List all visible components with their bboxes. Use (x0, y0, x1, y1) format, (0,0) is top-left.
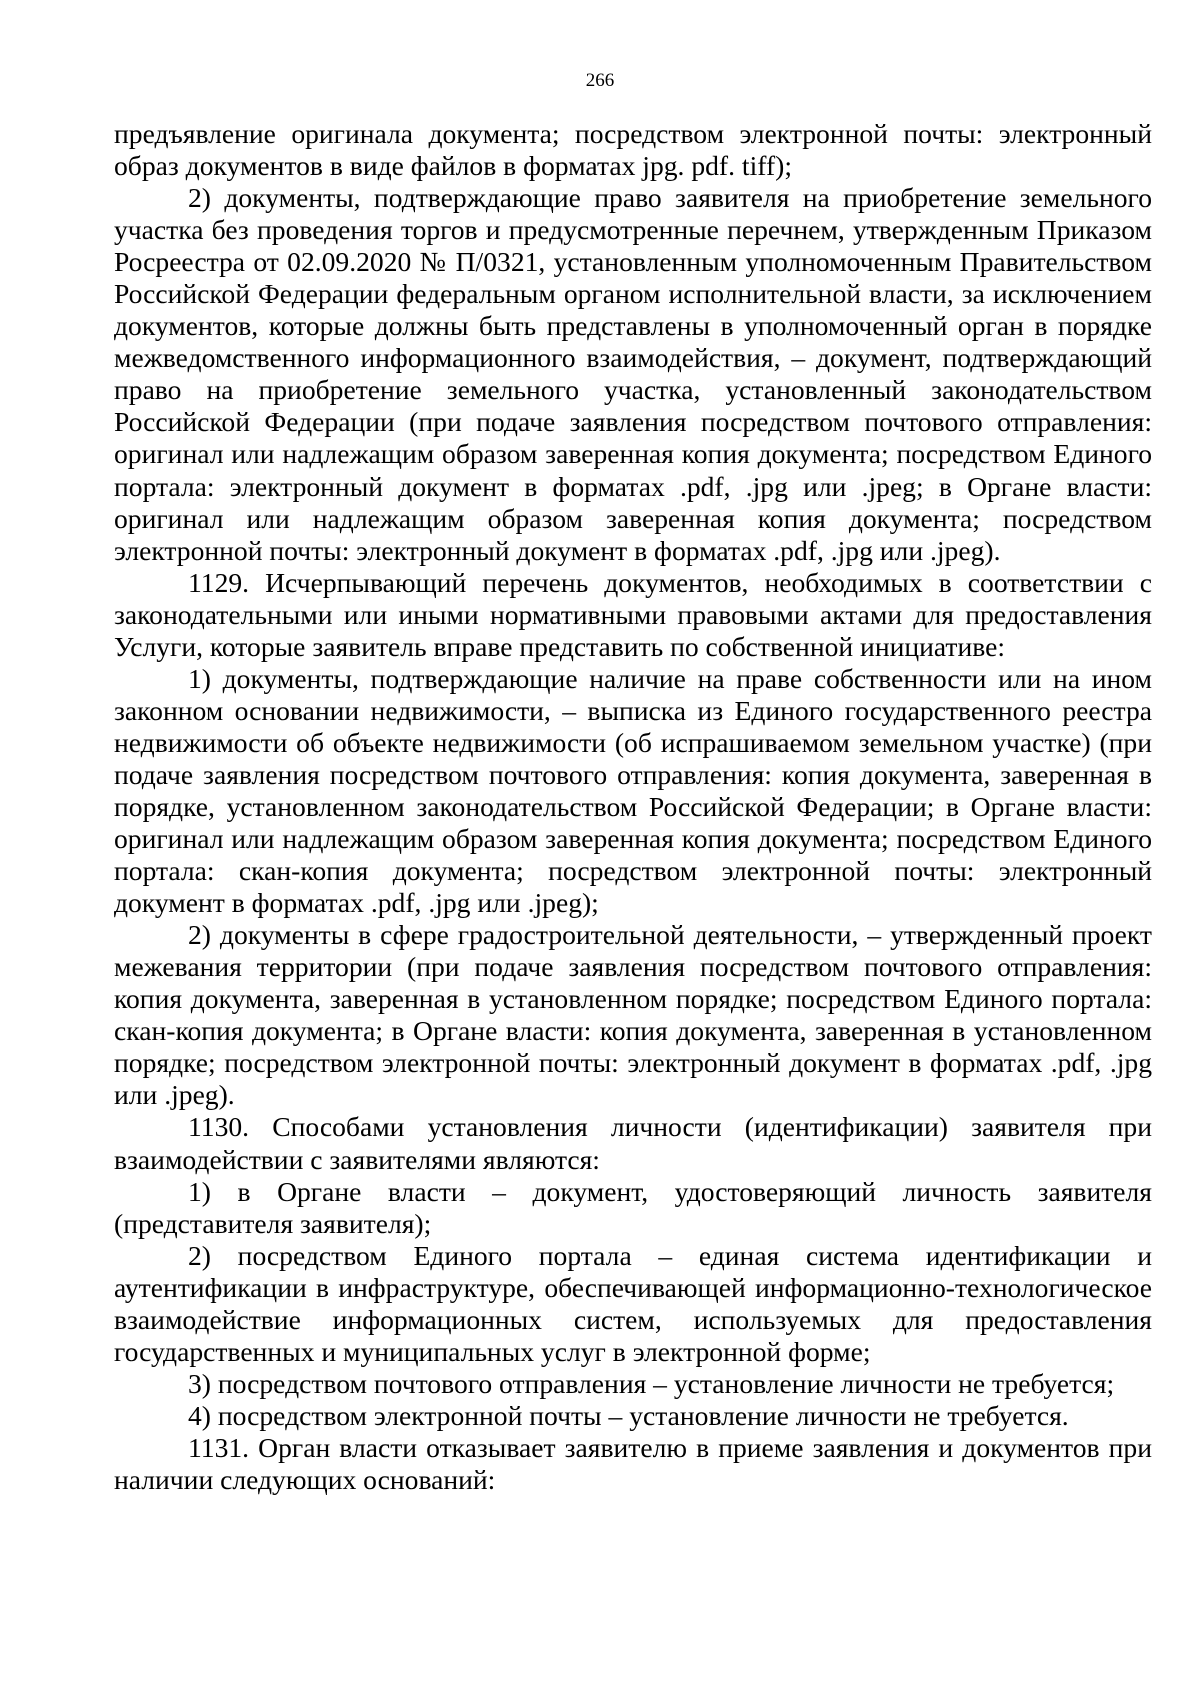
paragraph-continuation: предъявление оригинала документа; посредством электронной почты: электронный образ документов в виде файлов в форматах jpg. pdf. tiff); (114, 118, 1152, 182)
paragraph-1131: 1131. Орган власти отказывает заявителю в приеме заявления и документов при наличии следующих оснований: (114, 1431, 1152, 1495)
page-number: 266 (585, 70, 615, 91)
paragraph-1129: 1129. Исчерпывающий перечень документов, необходимых в соответствии с законодательными или иными нормативными правовыми актами для предоставления Услуги, которые заявитель вправе представить по собственной инициативе: (114, 566, 1152, 662)
paragraph-1129-item-1: 1) документы, подтверждающие наличие на праве собственности или на ином законном основании недвижимости, – выписка из Единого государственного реестра недвижимости об объекте недвижимости (об испрашиваемом земельном участке) (при подаче заявления посредством почтового отправления: копия документа, заверенная в порядке, установленном законодательством Российской Федерации; в Органе власти: оригинал или надлежащим образом заверенная копия документа; посредством Единого портала: скан-копия документа; посредством электронной почты: электронный документ в форматах .pdf, .jpg или .jpeg); (114, 662, 1152, 919)
paragraph-1130-item-4: 4) посредством электронной почты – установление личности не требуется. (188, 1399, 1069, 1431)
paragraph-1130-item-3: 3) посредством почтового отправления – установление личности не требуется; (188, 1367, 1115, 1399)
paragraph-1129-item-2: 2) документы в сфере градостроительной деятельности, – утвержденный проект межевания территории (при подаче заявления посредством почтового отправления: копия документа, заверенная в установленном порядке; посредством Единого портала: скан-копия документа; в Органе власти: копия документа, заверенная в установленном порядке; посредством электронной почты: электронный документ в форматах .pdf, .jpg или .jpeg). (114, 919, 1152, 1111)
paragraph-1130: 1130. Способами установления личности (идентификации) заявителя при взаимодействии с заявителями являются: (114, 1111, 1152, 1175)
paragraph-1130-item-1: 1) в Органе власти – документ, удостоверяющий личность заявителя (представителя заявителя); (114, 1175, 1152, 1239)
document-body (114, 118, 1152, 1496)
paragraph-1130-item-2: 2) посредством Единого портала – единая система идентификации и аутентификации в инфраструктуре, обеспечивающей информационно-технологическое взаимодействие информационных систем, используемых для предоставления государственных и муниципальных услуг в электронной форме; (114, 1239, 1152, 1367)
paragraph-item-2-documents: 2) документы, подтверждающие право заявителя на приобретение земельного участка без проведения торгов и предусмотренные перечнем, утвержденным Приказом Росреестра от 02.09.2020 № П/0321, установленным уполномоченным Правительством Российской Федерации федеральным органом исполнительной власти, за исключением документов, которые должны быть представлены в уполномоченный орган в порядке межведомственного информационного взаимодействия, – документ, подтверждающий право на приобретение земельного участка, установленный законодательством Российской Федерации (при подаче заявления посредством почтового отправления: оригинал или надлежащим образом заверенная копия документа; посредством Единого портала: электронный документ в форматах .pdf, .jpg или .jpeg; в Органе власти: оригинал или надлежащим образом заверенная копия документа; посредством электронной почты: электронный документ в форматах .pdf, .jpg или .jpeg). (114, 182, 1152, 566)
